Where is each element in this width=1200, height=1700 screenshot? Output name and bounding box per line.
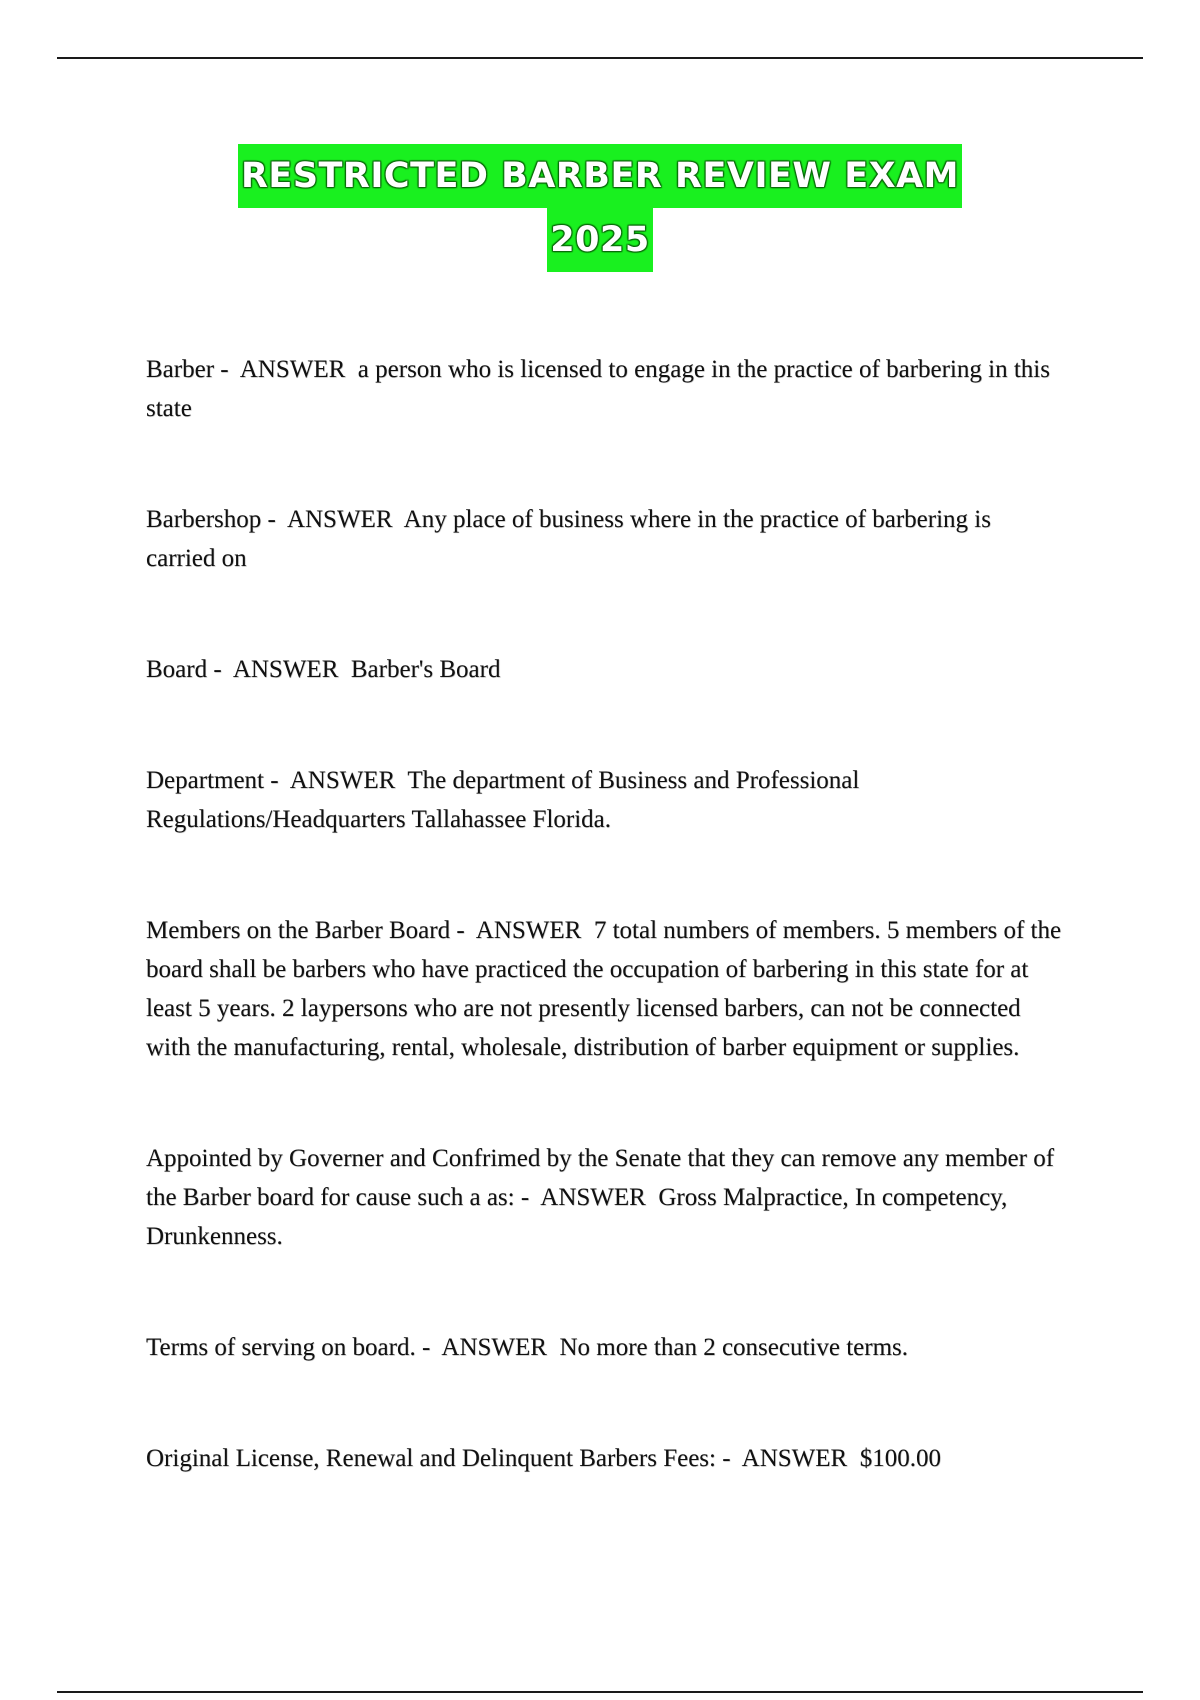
answer-label: ANSWER <box>475 917 582 944</box>
qa-item <box>146 1139 1066 1256</box>
qa-item <box>146 1328 1066 1367</box>
question-text: Original License, Renewal and Delinquent Barbers Fees: <box>146 1445 716 1472</box>
qa-item <box>146 500 1066 578</box>
qa-item <box>146 1439 1066 1478</box>
bottom-divider <box>57 1691 1143 1693</box>
answer-label: ANSWER <box>540 1184 646 1211</box>
question-text: Board <box>146 656 208 683</box>
answer-label: ANSWER <box>289 767 396 794</box>
answer-text: $100.00 <box>859 1445 941 1472</box>
answer-label: ANSWER <box>441 1334 547 1361</box>
title-line-2: 2025 <box>547 208 652 272</box>
top-divider <box>57 57 1143 59</box>
answer-label: ANSWER <box>741 1445 848 1472</box>
question-text: Terms of serving on board. <box>146 1334 416 1361</box>
question-text: Barber <box>146 356 215 383</box>
question-text: Barbershop <box>146 506 262 533</box>
qa-item <box>146 761 1066 839</box>
answer-label: ANSWER <box>239 356 346 383</box>
answer-text: 7 total numbers of members. 5 members of the board shall be barbers who have practiced the occupation of barbering in this state for at least 5 years. 2 laypersons who are not presently licensed barbers, can not be connected with the manufacturing, rental, wholesale, distribution of barber equipment or supplies. <box>146 917 1062 1061</box>
answer-label: ANSWER <box>286 506 393 533</box>
question-text: Members on the Barber Board <box>146 917 451 944</box>
qa-item <box>146 650 1066 689</box>
answer-text: The department of Business and Professional Regulations/Headquarters Tallahassee Florida. <box>146 767 860 833</box>
answer-text: Barber's Board <box>350 656 501 683</box>
title-line-1: RESTRICTED BARBER REVIEW EXAM <box>238 144 962 208</box>
qa-item <box>146 350 1066 428</box>
answer-text: No more than 2 consecutive terms. <box>559 1334 908 1361</box>
question-text: Department <box>146 767 265 794</box>
question-text: Appointed by Governer and Confrimed by the Senate that they can remove any member of the Barber board for cause such a as: <box>146 1145 1055 1211</box>
document-title <box>0 144 1200 272</box>
answer-text: Gross Malpractice, In competency, Drunkenness. <box>146 1184 1008 1250</box>
qa-list <box>146 350 1066 1478</box>
answer-text: Any place of business where in the practice of barbering is carried on <box>146 506 991 572</box>
answer-label: ANSWER <box>232 656 339 683</box>
qa-item <box>146 911 1066 1067</box>
answer-text: a person who is licensed to engage in the practice of barbering in this state <box>146 356 1050 422</box>
